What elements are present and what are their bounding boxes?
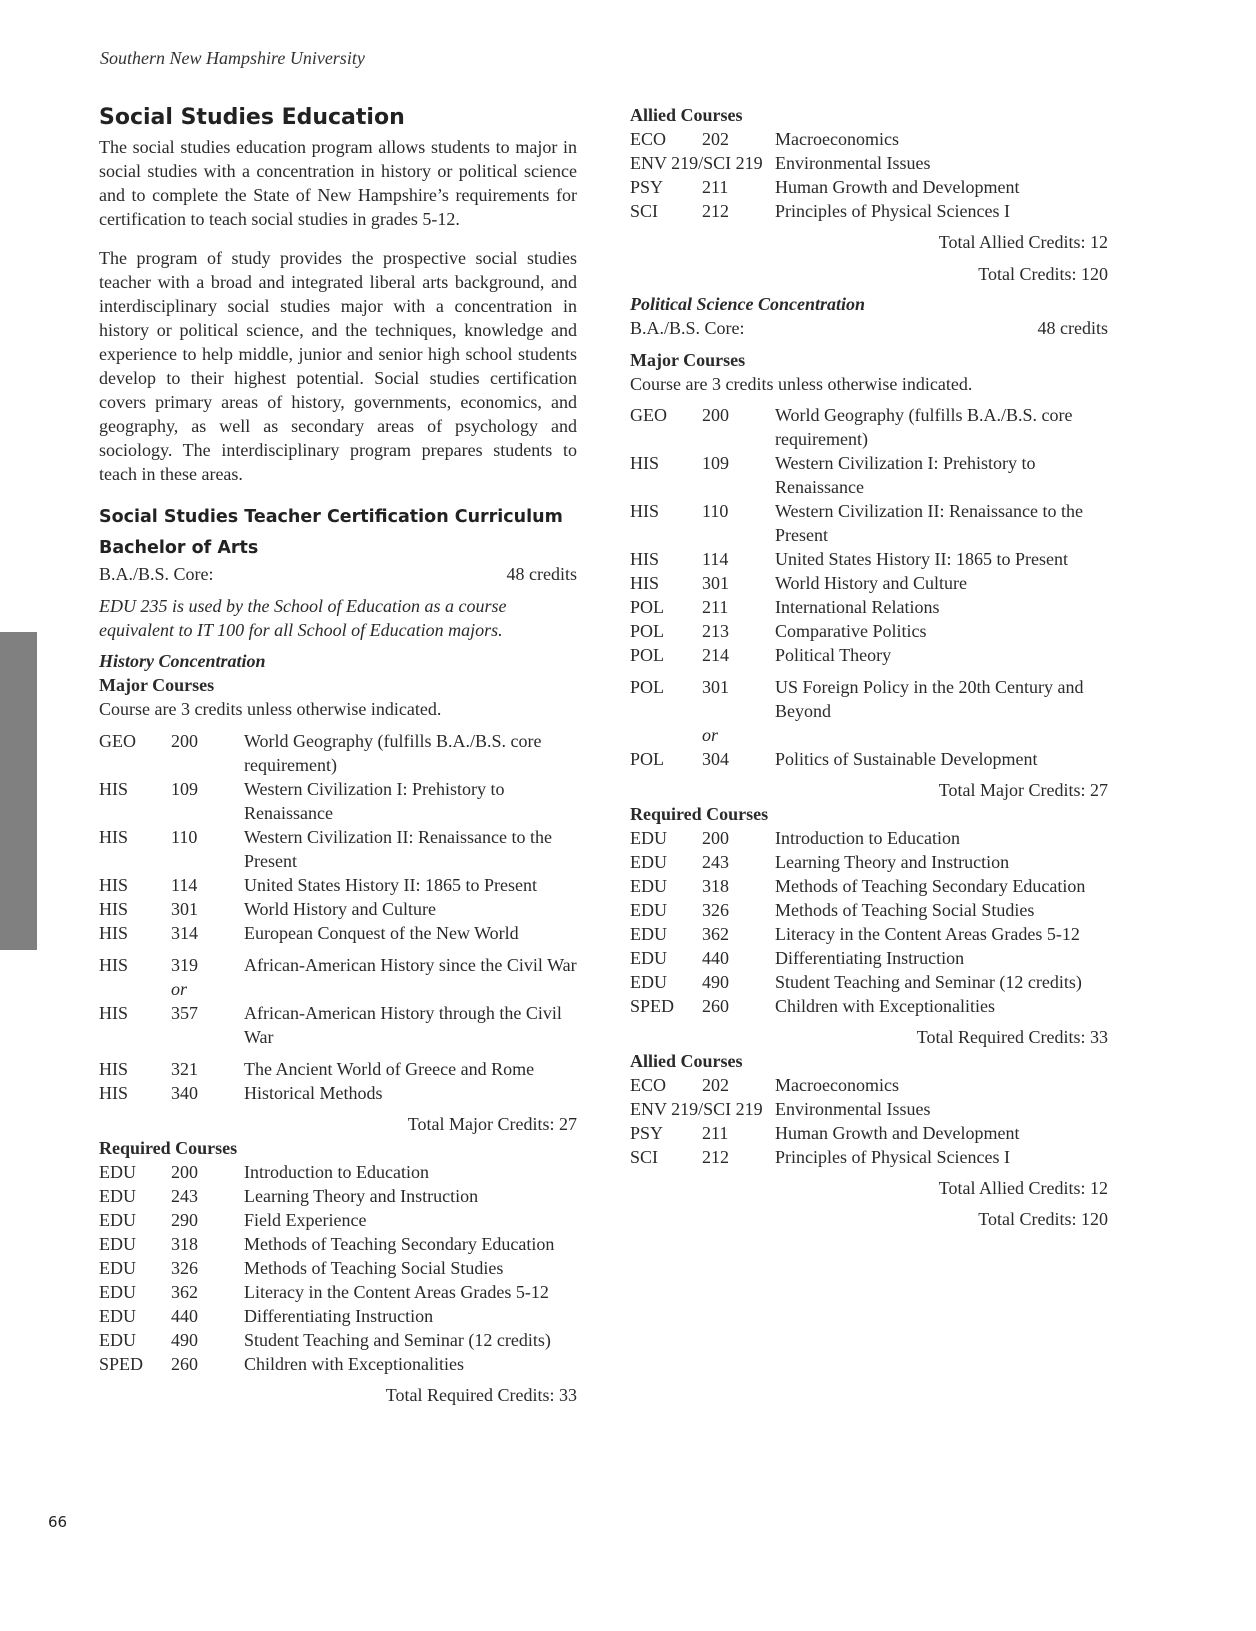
course-number: 318 [171,1234,198,1254]
course-number: 202 [702,1075,729,1095]
course-title: Learning Theory and Instruction [775,852,1010,872]
course-number: 440 [702,948,729,968]
course-number: 301 [171,899,198,919]
course-title: Principles of Physical Sciences I [775,1147,1010,1167]
course-number: 110 [702,501,729,521]
core-credits: 48 credits [506,564,577,584]
course-number: 490 [171,1330,198,1350]
course-title: Western Civilization I: Prehistory to Renaissance [775,453,1036,497]
course-title [775,723,1108,747]
course-code: EDU [630,972,667,992]
course-number: 319 [171,955,198,975]
course-number: 260 [171,1354,198,1374]
course-number: or [171,979,188,999]
core-row [630,316,1108,340]
course-row [630,922,1108,946]
course-code: EDU [99,1186,136,1206]
section-tab-marker [0,632,37,950]
course-title: World Geography (fulfills B.A./B.S. core requirement) [775,405,1073,449]
course-number: 440 [171,1306,198,1326]
course-code: ENV 219/SCI 219 [630,153,763,173]
course-number: 109 [702,453,729,473]
course-row [99,825,577,873]
course-number: 200 [171,731,198,751]
required-heading: Required Courses [99,1138,238,1158]
course-code: HIS [99,779,129,799]
total-credits: Total Credits: 120 [978,264,1108,284]
course-title: Human Growth and Development [775,1123,1020,1143]
course-row [99,1256,577,1280]
course-row [630,1121,1108,1145]
course-title: Macroeconomics [775,1075,899,1095]
course-title: Principles of Physical Sciences I [775,201,1010,221]
course-title: Methods of Teaching Social Studies [244,1258,504,1278]
course-title: Politics of Sustainable Development [775,749,1038,769]
course-row [99,921,577,945]
course-number: 200 [702,405,729,425]
course-title: African-American History since the Civil War [244,955,577,975]
course-title: Student Teaching and Seminar (12 credits) [244,1330,551,1350]
running-header: Southern New Hampshire University [100,48,365,68]
major-heading: Major Courses [99,675,215,695]
course-code: SPED [99,1354,144,1374]
concentration-heading: History Concentration [99,651,266,671]
course-title: Student Teaching and Seminar (12 credits) [775,972,1082,992]
course-title: World History and Culture [775,573,968,593]
course-title: The Ancient World of Greece and Rome [244,1059,535,1079]
course-row [99,777,577,825]
course-title: Political Theory [775,645,892,665]
course-code: EDU [630,924,667,944]
course-number: 110 [171,827,198,847]
right-column [630,103,1108,1231]
course-code: HIS [630,573,660,593]
course-row [630,547,1108,571]
course-code: EDU [99,1162,136,1182]
required-courses-table [99,1160,577,1376]
course-title: Historical Methods [244,1083,383,1103]
course-row [630,1145,1108,1169]
course-code: HIS [99,1059,129,1079]
course-row [99,1081,577,1105]
course-title: Children with Exceptionalities [244,1354,464,1374]
course-code: HIS [630,549,660,569]
course-title: Literacy in the Content Areas Grades 5-12 [775,924,1080,944]
major-heading: Major Courses [630,350,746,370]
course-number: 243 [702,852,729,872]
course-code: HIS [99,923,129,943]
course-title: Introduction to Education [244,1162,429,1182]
major-note: Course are 3 credits unless otherwise indicated. [99,699,442,719]
course-number: 211 [702,177,729,197]
course-row [630,1097,1108,1121]
course-code: GEO [99,731,136,751]
course-code: POL [630,597,665,617]
course-title: Comparative Politics [775,621,927,641]
major-courses-table [99,729,577,1105]
required-total: Total Required Credits: 33 [916,1027,1108,1047]
course-number: 214 [702,645,729,665]
course-row [630,127,1108,151]
course-code: POL [630,621,665,641]
course-row [99,873,577,897]
major-courses-table [630,403,1108,771]
allied-heading-2: Allied Courses [630,1051,743,1071]
course-code: ECO [630,129,666,149]
course-title: Differentiating Instruction [775,948,965,968]
course-code: HIS [99,875,129,895]
major-note: Course are 3 credits unless otherwise indicated. [630,374,973,394]
course-row [630,970,1108,994]
course-title: Western Civilization II: Renaissance to the Present [775,501,1083,545]
course-code [99,977,171,1001]
course-code: EDU [99,1258,136,1278]
course-number: 362 [702,924,729,944]
course-title: Introduction to Education [775,828,960,848]
course-title: United States History II: 1865 to Present [244,875,537,895]
course-row [630,619,1108,643]
course-code: EDU [99,1210,136,1230]
course-number: 200 [171,1162,198,1182]
course-code: ECO [630,1075,666,1095]
course-number: 202 [702,129,729,149]
course-title: Macroeconomics [775,129,899,149]
major-total: Total Major Credits: 27 [407,1114,577,1134]
course-code: GEO [630,405,667,425]
course-row [99,1184,577,1208]
course-number: 114 [171,875,198,895]
course-title: Children with Exceptionalities [775,996,995,1016]
major-total: Total Major Credits: 27 [938,780,1108,800]
course-row [99,729,577,777]
course-number: 321 [171,1059,198,1079]
course-title: Environmental Issues [775,1099,931,1119]
course-number: 490 [702,972,729,992]
course-row [630,946,1108,970]
course-row [630,175,1108,199]
course-title: Learning Theory and Instruction [244,1186,479,1206]
course-code: EDU [99,1282,136,1302]
course-code: HIS [99,1083,129,1103]
course-title: World History and Culture [244,899,437,919]
intro-paragraph: The social studies education program allows students to major in social studies with a concentration in history or political science and to complete the State of New Hampshire’s requirements for certification to teach social studies in grades 5-12. [99,137,577,229]
program-paragraph: The program of study provides the prospective social studies teacher with a broad and integrated liberal arts background, and interdisciplinary social studies major with a concentration in history or political science, and the techniques, knowledge and experience to help middle, junior and senior high school students develop to their highest potential. Social studies certification covers primary areas of history, governments, economics, and geography, as well as secondary areas of psychology and sociology. The interdisciplinary program prepares students to teach in these areas. [99,248,577,484]
core-label: B.A./B.S. Core: [99,564,214,584]
course-row [630,874,1108,898]
course-code: HIS [99,1003,129,1023]
allied-courses-table-2 [630,1073,1108,1169]
course-title: African-American History through the Civil War [244,1003,562,1047]
course-number: 109 [171,779,198,799]
course-code: ENV 219/SCI 219 [630,1099,763,1119]
course-row [99,1057,577,1081]
course-code: SCI [630,201,659,221]
page-number: 66 [48,1513,68,1531]
course-row [99,1208,577,1232]
course-title: Western Civilization II: Renaissance to the Present [244,827,552,871]
course-title: Western Civilization I: Prehistory to Renaissance [244,779,505,823]
course-number: 318 [702,876,729,896]
course-row [630,994,1108,1018]
course-title: Methods of Teaching Secondary Education [244,1234,555,1254]
course-row [630,898,1108,922]
course-title: US Foreign Policy in the 20th Century and Beyond [775,677,1084,721]
course-number: 326 [702,900,729,920]
course-code: EDU [630,948,667,968]
course-code: EDU [630,900,667,920]
course-row [630,571,1108,595]
course-code: POL [630,749,665,769]
course-title: International Relations [775,597,940,617]
course-code: EDU [630,876,667,896]
course-number: 211 [702,1123,729,1143]
course-number: 340 [171,1083,198,1103]
course-code: HIS [630,501,660,521]
course-code: EDU [630,828,667,848]
course-row [99,897,577,921]
concentration-heading: Political Science Concentration [630,294,865,314]
course-row [99,1001,577,1049]
course-number: 212 [702,201,729,221]
course-number: 362 [171,1282,198,1302]
course-title: Differentiating Instruction [244,1306,434,1326]
course-number: 211 [702,597,729,617]
course-row [630,403,1108,451]
course-code: EDU [630,852,667,872]
course-row [630,675,1108,723]
course-title: European Conquest of the New World [244,923,519,943]
alternative-separator [99,977,577,1001]
core-credits: 48 credits [1037,318,1108,338]
course-row [99,1280,577,1304]
course-code: HIS [99,955,129,975]
course-code: HIS [99,827,129,847]
course-code: PSY [630,1123,664,1143]
curriculum-heading: Social Studies Teacher Certification Curriculum [99,507,563,527]
course-row [99,1232,577,1256]
course-number: 243 [171,1186,198,1206]
allied-heading: Allied Courses [630,105,743,125]
course-number: or [702,725,719,745]
course-title: United States History II: 1865 to Present [775,549,1068,569]
course-number: 213 [702,621,729,641]
page-title: Social Studies Education [99,105,405,130]
course-title: Field Experience [244,1210,367,1230]
course-code: POL [630,677,665,697]
allied-total: Total Allied Credits: 12 [938,232,1108,252]
course-row [99,1352,577,1376]
allied-total-2: Total Allied Credits: 12 [938,1178,1108,1198]
total-credits-2: Total Credits: 120 [978,1209,1108,1229]
course-code [630,723,702,747]
degree-heading: Bachelor of Arts [99,538,259,558]
course-code: HIS [99,899,129,919]
edu-note: EDU 235 is used by the School of Education as a course equivalent to IT 100 for all School of Education majors. [99,596,507,640]
alternative-separator [630,723,1108,747]
course-number: 314 [171,923,198,943]
course-number: 114 [702,549,729,569]
course-title: Environmental Issues [775,153,931,173]
course-row [630,850,1108,874]
course-row [630,826,1108,850]
course-code: EDU [99,1330,136,1350]
course-number: 290 [171,1210,198,1230]
course-row [99,953,577,977]
course-code: SPED [630,996,675,1016]
course-code: SCI [630,1147,659,1167]
required-courses-table [630,826,1108,1018]
course-number: 301 [702,573,729,593]
course-row [630,199,1108,223]
course-title: Methods of Teaching Social Studies [775,900,1035,920]
course-number: 301 [702,677,729,697]
course-code: PSY [630,177,664,197]
course-row [630,151,1108,175]
course-row [630,451,1108,499]
course-code: HIS [630,453,660,473]
course-number: 212 [702,1147,729,1167]
allied-courses-table [630,127,1108,223]
course-number: 326 [171,1258,198,1278]
required-heading: Required Courses [630,804,769,824]
course-number: 260 [702,996,729,1016]
course-number: 304 [702,749,729,769]
course-row [99,1328,577,1352]
course-title: Literacy in the Content Areas Grades 5-12 [244,1282,549,1302]
course-row [630,499,1108,547]
course-row [630,1073,1108,1097]
course-title: Human Growth and Development [775,177,1020,197]
course-row [99,1304,577,1328]
left-column [99,104,577,1407]
course-title [244,977,577,1001]
course-code: EDU [99,1306,136,1326]
course-row [630,747,1108,771]
course-code: POL [630,645,665,665]
course-title: World Geography (fulfills B.A./B.S. core requirement) [244,731,542,775]
course-row [630,643,1108,667]
course-row [630,595,1108,619]
course-title: Methods of Teaching Secondary Education [775,876,1086,896]
required-total: Total Required Credits: 33 [385,1385,577,1405]
course-number: 200 [702,828,729,848]
course-number: 357 [171,1003,198,1023]
core-label: B.A./B.S. Core: [630,318,745,338]
core-row [99,562,577,586]
course-code: EDU [99,1234,136,1254]
course-row [99,1160,577,1184]
